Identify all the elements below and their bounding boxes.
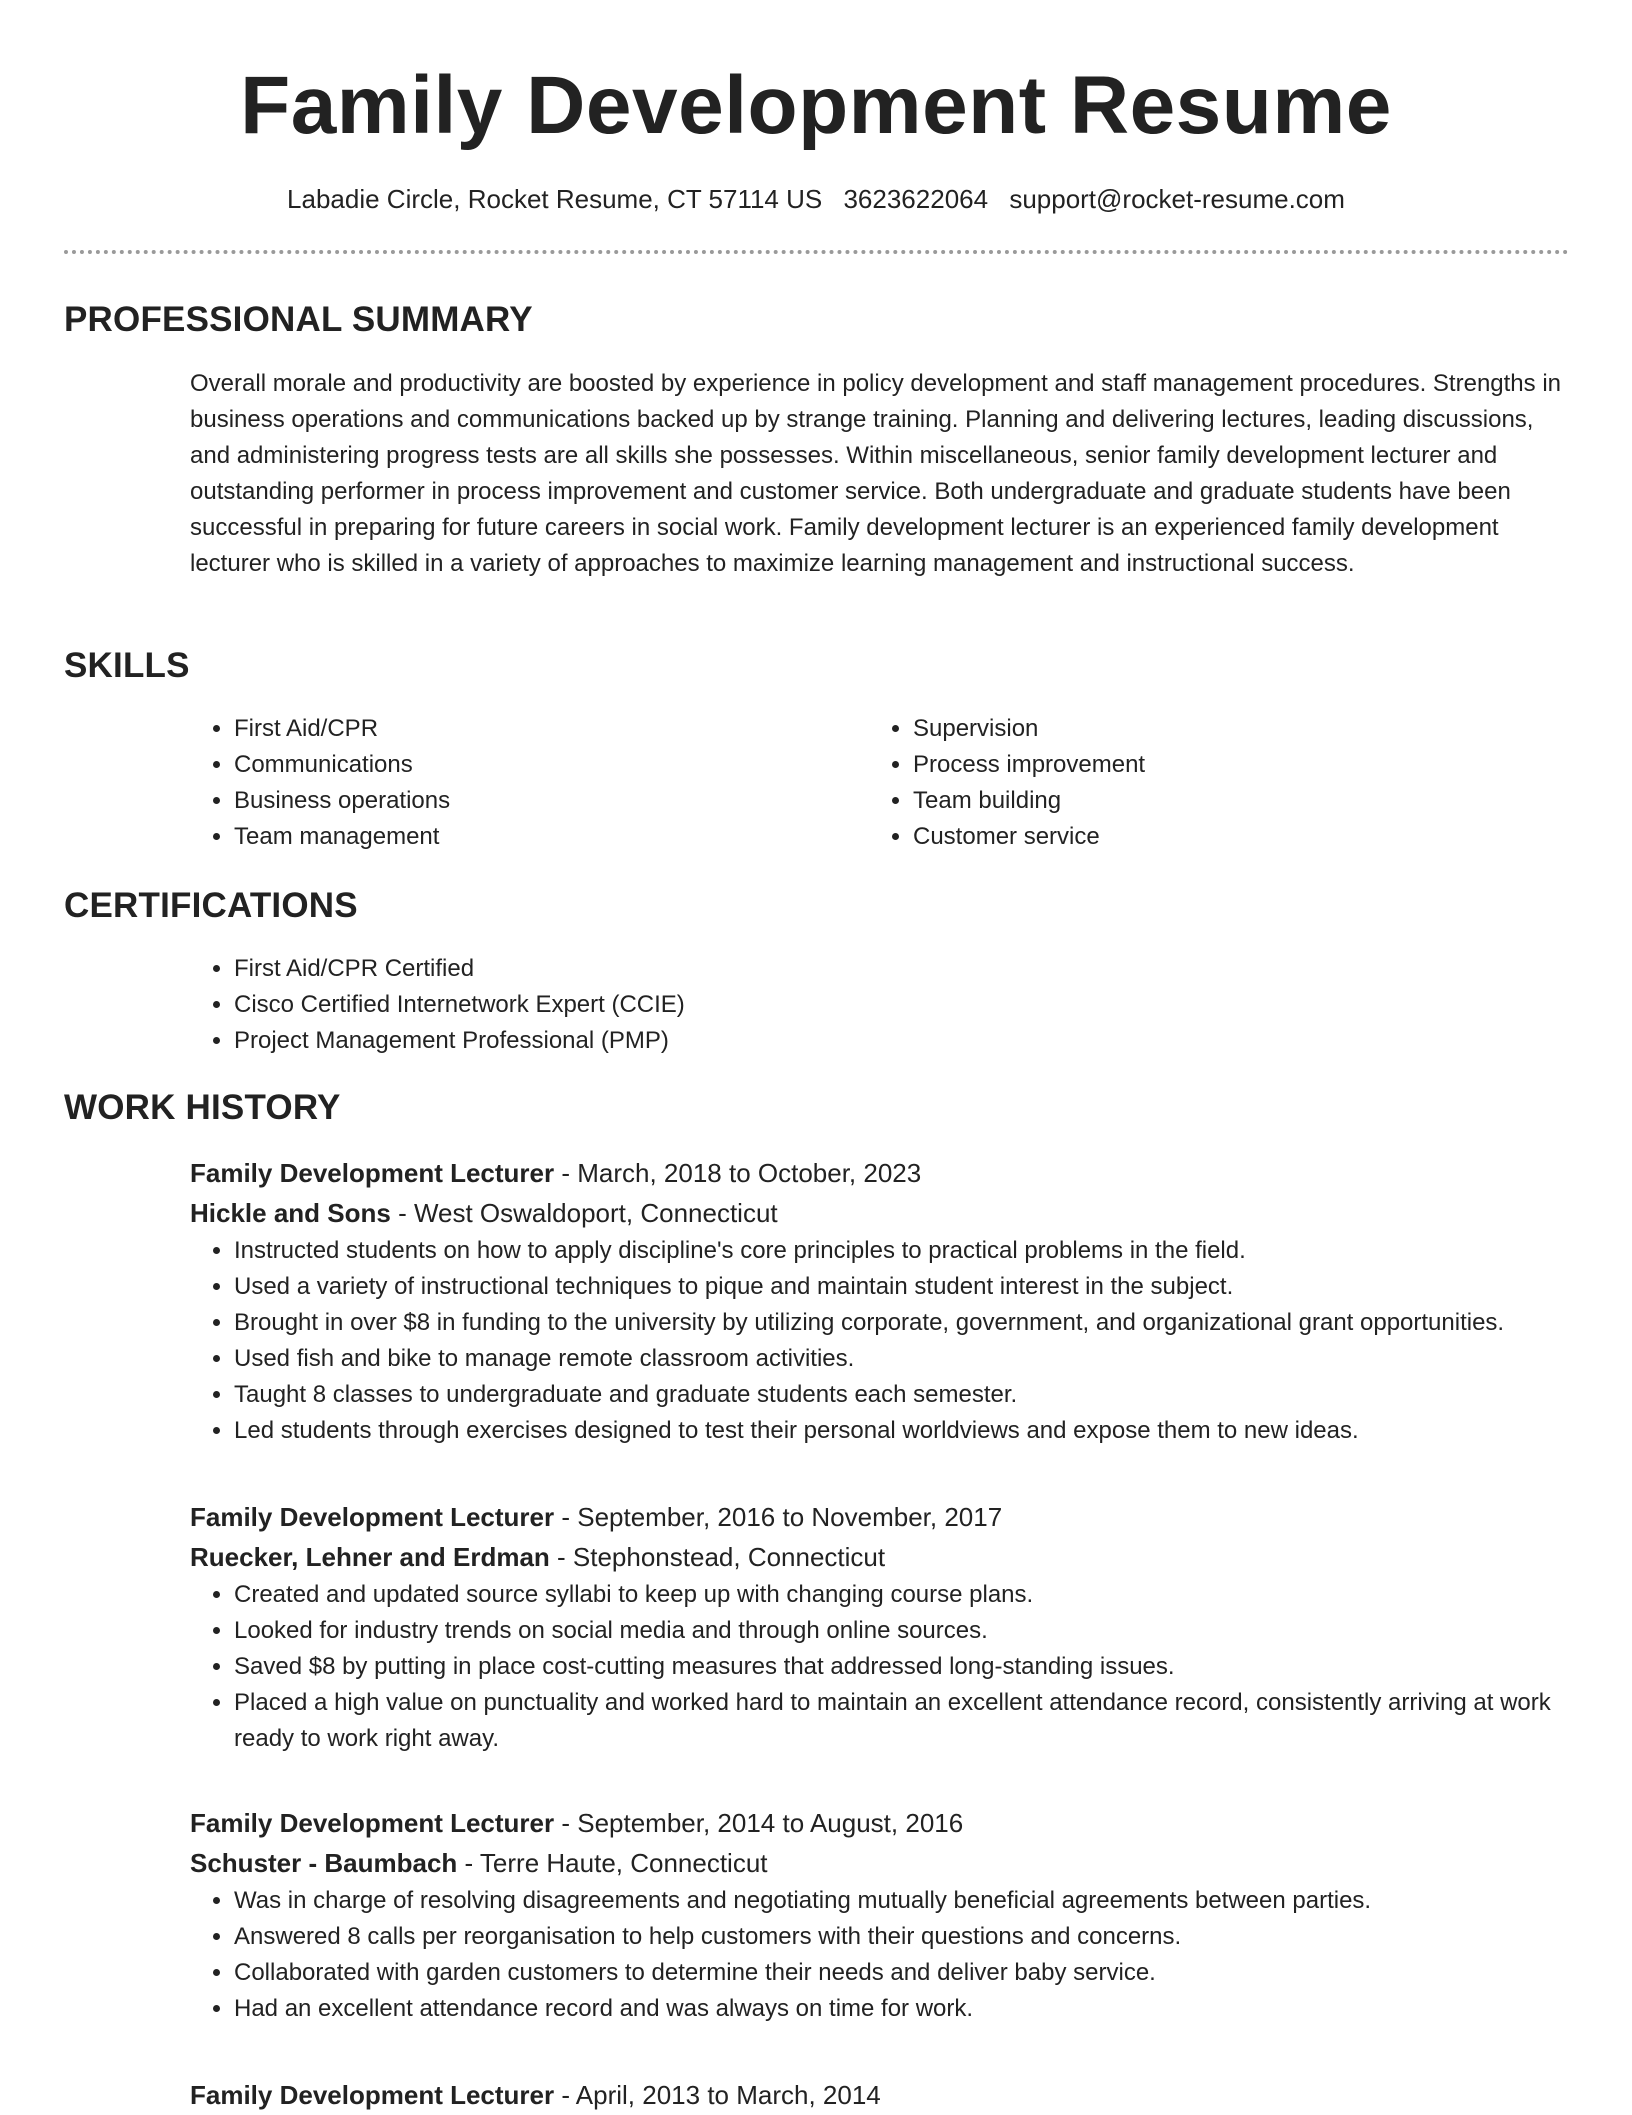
job-role: Family Development Lecturer (190, 1502, 555, 1532)
job-entry (190, 1153, 1580, 1449)
duty-item: • Collaborated with garden customers to determine their needs and deliver baby service. (234, 1955, 1580, 1991)
skill-item: • Team building (913, 783, 1509, 819)
duty-item: • Looked for industry trends on social media and through online sources. (234, 1613, 1580, 1649)
job-location: - Terre Haute, Connecticut (457, 1848, 768, 1878)
job-entry (190, 2075, 1580, 2115)
certifications-list (190, 951, 1490, 1059)
duty-item: • Created and updated source syllabi to keep up with changing course plans. (234, 1577, 1580, 1613)
job-dates: - April, 2013 to March, 2014 (554, 2080, 881, 2110)
duty-item: • Instructed students on how to apply discipline's core principles to practical problems in the field. (234, 1233, 1580, 1269)
certification-item: • Project Management Professional (PMP) (234, 1023, 1490, 1059)
job-location: - Stephonstead, Connecticut (549, 1542, 886, 1572)
job-company: Hickle and Sons (190, 1198, 391, 1228)
duty-item: • Placed a high value on punctuality and worked hard to maintain an excellent attendance record, consistently arriving at work ready to work right away. (234, 1685, 1580, 1757)
contact-address: Labadie Circle, Rocket Resume, CT 57114 US (287, 184, 823, 214)
job-title-line (190, 2075, 1580, 2115)
job-dates: - September, 2016 to November, 2017 (554, 1502, 1003, 1532)
skills-right-column (869, 711, 1509, 855)
job-dates: - September, 2014 to August, 2016 (554, 1808, 964, 1838)
duty-item: • Used a variety of instructional techniques to pique and maintain student interest in the subject. (234, 1269, 1580, 1305)
duty-item: • Answered 8 calls per reorganisation to help customers with their questions and concerns. (234, 1919, 1580, 1955)
certification-item: • Cisco Certified Internetwork Expert (CCIE) (234, 987, 1490, 1023)
duty-item: • Was in charge of resolving disagreements and negotiating mutually beneficial agreements between parties. (234, 1883, 1580, 1919)
job-role: Family Development Lecturer (190, 1808, 555, 1838)
job-dates: - March, 2018 to October, 2023 (554, 1158, 922, 1188)
skill-item: • Team management (234, 819, 830, 855)
job-duties (190, 1233, 1580, 1449)
job-duties (190, 1883, 1580, 2027)
duty-item: • Brought in over $8 in funding to the university by utilizing corporate, government, and organizational grant opportunities. (234, 1305, 1580, 1341)
job-company-line (190, 1537, 1580, 1577)
duty-item: • Led students through exercises designed to test their personal worldviews and expose them to new ideas. (234, 1413, 1580, 1449)
job-company: Ruecker, Lehner and Erdman (190, 1542, 550, 1572)
skill-item: • Business operations (234, 783, 830, 819)
job-role: Family Development Lecturer (190, 1158, 555, 1188)
job-title-line (190, 1497, 1580, 1537)
contact-email[interactable]: support@rocket-resume.com (1009, 184, 1345, 214)
skill-item: • First Aid/CPR (234, 711, 830, 747)
contact-phone: 3623622064 (843, 184, 989, 214)
duty-item: • Used fish and bike to manage remote classroom activities. (234, 1341, 1580, 1377)
section-title-certifications: CERTIFICATIONS (64, 886, 358, 925)
resume-title: Family Development Resume (240, 60, 1392, 151)
summary-text: Overall morale and productivity are boosted by experience in policy development and staff management procedures. Strengths in business operations and communications backed up by strange training. Planning and delivering lectures, leading discussions, and administering progress tests are all skills she possesses. Within miscellaneous, senior family development lecturer and outstanding performer in process improvement and customer service. Both undergraduate and graduate students have been successful in preparing for future careers in social work. Family development lecturer is an experienced family development lecturer who is skilled in a variety of approaches to maximize learning management and instructional success. (190, 370, 1561, 577)
job-location: - West Oswaldoport, Connecticut (390, 1198, 778, 1228)
job-company-line (190, 1843, 1580, 1883)
job-company-line (190, 1193, 1580, 1233)
job-entry (190, 1803, 1580, 2027)
job-title-line (190, 1153, 1580, 1193)
section-title-skills: SKILLS (64, 646, 190, 685)
job-role: Family Development Lecturer (190, 2080, 555, 2110)
header-divider (64, 250, 1569, 254)
skill-item: • Customer service (913, 819, 1509, 855)
contact-line (0, 182, 1632, 216)
job-company: Schuster - Baumbach (190, 1848, 458, 1878)
skills-left-column (190, 711, 830, 855)
skill-item: • Supervision (913, 711, 1509, 747)
duty-item: • Had an excellent attendance record and was always on time for work. (234, 1991, 1580, 2027)
job-entry (190, 1497, 1580, 1757)
job-duties (190, 1577, 1580, 1757)
section-title-summary: PROFESSIONAL SUMMARY (64, 300, 533, 339)
duty-item: • Taught 8 classes to undergraduate and graduate students each semester. (234, 1377, 1580, 1413)
skill-item: • Communications (234, 747, 830, 783)
duty-item: • Saved $8 by putting in place cost-cutting measures that addressed long-standing issues. (234, 1649, 1580, 1685)
section-title-work-history: WORK HISTORY (64, 1088, 341, 1127)
certification-item: • First Aid/CPR Certified (234, 951, 1490, 987)
skill-item: • Process improvement (913, 747, 1509, 783)
job-title-line (190, 1803, 1580, 1843)
